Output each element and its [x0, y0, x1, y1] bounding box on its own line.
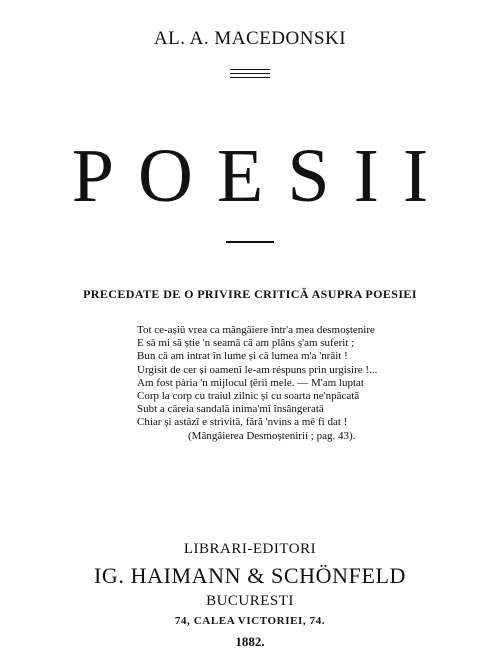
epigraph-line: Chiar și astăzĭ e strivită, fără 'nvins a mĕ fi dat !	[137, 416, 348, 429]
epigraph-line: Urgisit de cer și oamenĭ le-am réspuns prin urgisire !...	[137, 363, 378, 376]
title-underline	[226, 241, 274, 243]
publisher-address: 74, CALEA VICTORIEI, 74.	[174, 615, 326, 627]
epigraph-line: Am fost pària 'n mijlocul țĕrii mele. — M'am luptat	[137, 376, 364, 389]
decorative-rule	[230, 77, 270, 78]
epigraph-line: Bun că am intrat în lume și că lumea m'a 'nrăit !	[137, 350, 348, 363]
publication-year: 1882.	[235, 634, 265, 649]
decorative-rule	[230, 73, 270, 74]
epigraph-line: Corp la corp cu traiul zilnic și cu soarta ne'npăcată	[137, 390, 360, 403]
author-name: AL. A. MACEDONSKI	[153, 28, 347, 49]
publisher-city: BUCURESTI	[206, 593, 294, 609]
subtitle: PRECEDATE DE O PRIVIRE CRITICĂ ASUPRA POESIEI	[83, 287, 417, 301]
publisher-label: LIBRARI-EDITORI	[183, 541, 317, 557]
epigraph	[137, 324, 477, 443]
epigraph-line: E să mi să știe 'n seamă că am plâns ș'am suferit ;	[137, 337, 355, 350]
decorative-rule	[230, 69, 270, 70]
book-title: POESII	[71, 134, 453, 218]
epigraph-line: Tot ce-așiŭ vrea ca mângâiere într'a mea desmoștenire	[137, 324, 375, 336]
publisher-name: IG. HAIMANN & SCHÖNFELD	[93, 563, 407, 588]
epigraph-line: Subt a căreia sandală inima'mĭ însângerată	[137, 403, 324, 416]
epigraph-source: (Mângâierea Desmoștenirií ; pag. 43).	[188, 429, 356, 442]
